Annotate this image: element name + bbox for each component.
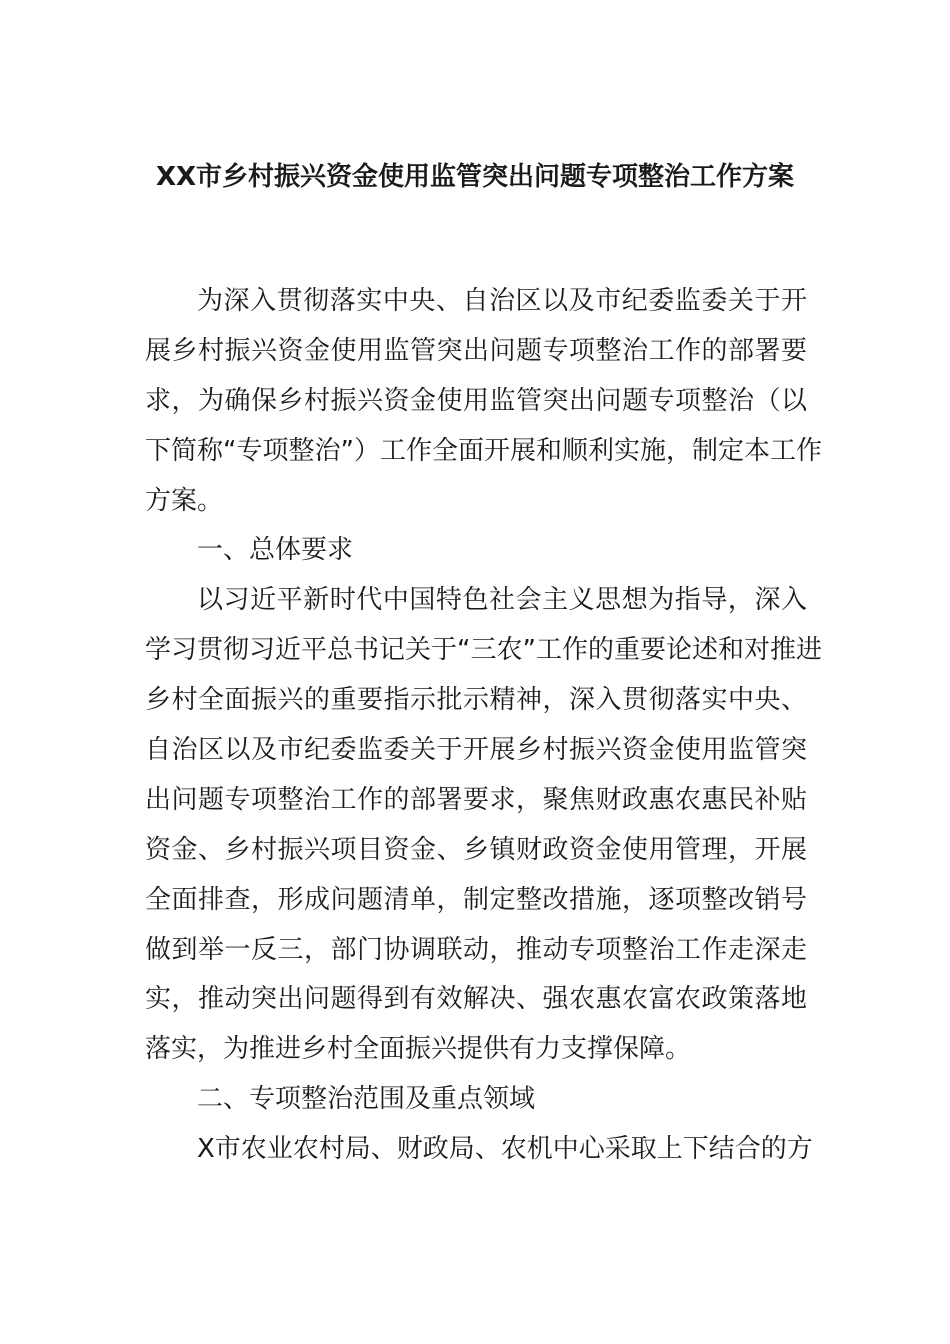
text-line: X市农业农村局、财政局、农机中心采取上下结合的方 [197,1134,813,1165]
text-line: 一、总体要求 [197,535,354,566]
document-title: XX市乡村振兴资金使用监管突出问题专项整治工作方案 [155,162,795,192]
text-line: 全面排查，形成问题清单，制定整改措施，逐项整改销号 [145,884,807,915]
text-line: 方案。 [145,485,224,516]
text-line: 出问题专项整治工作的部署要求，聚焦财政惠农惠民补贴 [145,784,807,815]
text-line: 乡村全面振兴的重要指示批示精神，深入贯彻落实中央、 [145,685,807,716]
text-line: 落实，为推进乡村全面振兴提供有力支撑保障。 [145,1034,692,1065]
text-line: 展乡村振兴资金使用监管突出问题专项整治工作的部署要 [145,335,807,366]
text-line: 求，为确保乡村振兴资金使用监管突出问题专项整治（以 [145,385,807,416]
text-line: 自治区以及市纪委监委关于开展乡村振兴资金使用监管突 [145,735,807,766]
text-line: 实，推动突出问题得到有效解决、强农惠农富农政策落地 [145,984,807,1015]
text-line: 做到举一反三，部门协调联动，推动专项整治工作走深走 [145,934,807,965]
text-line: 资金、乡村振兴项目资金、乡镇财政资金使用管理，开展 [145,834,807,865]
document-body [145,277,822,1175]
text-line: 二、专项整治范围及重点领域 [197,1084,536,1115]
text-line: 下简称“专项整治”）工作全面开展和顺利实施，制定本工作 [145,435,822,466]
text-line: 学习贯彻习近平总书记关于“三农”工作的重要论述和对推进 [145,635,822,666]
text-line: 以习近平新时代中国特色社会主义思想为指导，深入 [197,585,807,616]
text-line: 为深入贯彻落实中央、自治区以及市纪委监委关于开 [197,286,807,316]
